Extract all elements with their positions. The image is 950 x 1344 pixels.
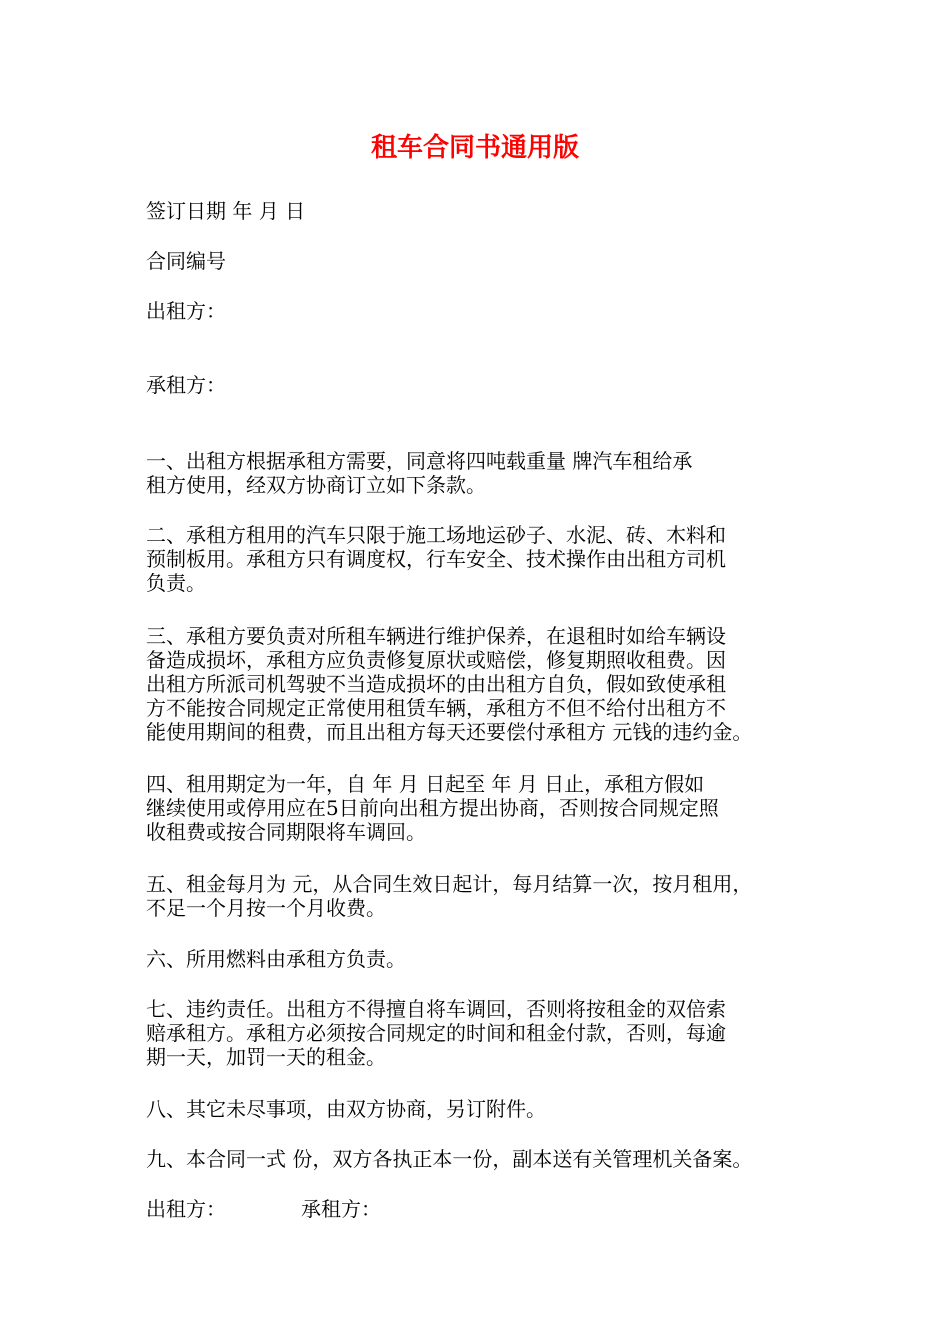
- clause-line: 四、租用期定为一年，自 年 月 日起至 年 月 日止，承租方假如: [146, 772, 705, 796]
- clause-line: 期一天，加罚一天的租金。: [146, 1045, 386, 1069]
- clause-line: 三、承租方要负责对所租车辆进行维护保养，在退租时如给车辆设: [146, 624, 726, 648]
- clause-line: 租方使用，经双方协商订立如下条款。: [146, 473, 486, 497]
- clause-line: 不足一个月按一个月收费。: [146, 896, 386, 920]
- clause-line: 一、出租方根据承租方需要，同意将四吨载重量 牌汽车租给承: [146, 449, 693, 473]
- clause-1: [146, 449, 816, 497]
- clause-line: 七、违约责任。出租方不得擅自将车调回，否则将按租金的双倍索: [146, 997, 726, 1021]
- signature-lessor: 出租方：: [146, 1197, 226, 1221]
- clause-6: [146, 947, 816, 971]
- clause-7: [146, 997, 816, 1069]
- clause-8: [146, 1097, 816, 1121]
- clause-line: 预制板用。承租方只有调度权，行车安全、技术操作由出租方司机: [146, 547, 726, 571]
- clause-line: 六、所用燃料由承租方负责。: [146, 947, 406, 971]
- clause-line: 五、租金每月为 元，从合同生效日起计，每月结算一次，按月租用，: [146, 872, 753, 896]
- clause-4: [146, 772, 816, 844]
- clause-line: 赔承租方。承租方必须按合同规定的时间和租金付款，否则，每逾: [146, 1021, 726, 1045]
- clause-line: 继续使用或停用应在5日前向出租方提出协商，否则按合同规定照: [146, 796, 719, 820]
- clause-line: 方不能按合同规定正常使用租赁车辆，承租方不但不给付出租方不: [146, 696, 726, 720]
- clause-line: 出租方所派司机驾驶不当造成损坏的由出租方自负，假如致使承租: [146, 672, 726, 696]
- clause-line: 能使用期间的租费，而且出租方每天还要偿付承租方 元钱的违约金。: [146, 720, 753, 744]
- document-title: 租车合同书通用版: [370, 133, 579, 163]
- clause-5: [146, 872, 816, 920]
- clause-9: [146, 1147, 816, 1171]
- clause-2: [146, 523, 816, 595]
- sign-date-line: 签订日期 年 月 日: [146, 199, 306, 223]
- clause-3: [146, 624, 816, 744]
- clause-line: 备造成损坏，承租方应负责修复原状或赔偿，修复期照收租费。因: [146, 648, 726, 672]
- contract-number-line: 合同编号: [146, 249, 226, 273]
- lessee-line: 承租方：: [146, 373, 226, 397]
- signature-lessee: 承租方：: [301, 1197, 381, 1221]
- clause-line: 负责。: [146, 571, 206, 595]
- lessor-line: 出租方：: [146, 299, 226, 323]
- signature-row: [146, 1197, 381, 1222]
- clause-line: 二、承租方租用的汽车只限于施工场地运砂子、水泥、砖、木料和: [146, 523, 726, 547]
- clause-line: 九、本合同一式 份，双方各执正本一份，副本送有关管理机关备案。: [146, 1147, 753, 1171]
- clause-line: 收租费或按合同期限将车调回。: [146, 820, 426, 844]
- clause-line: 八、其它未尽事项，由双方协商，另订附件。: [146, 1097, 546, 1121]
